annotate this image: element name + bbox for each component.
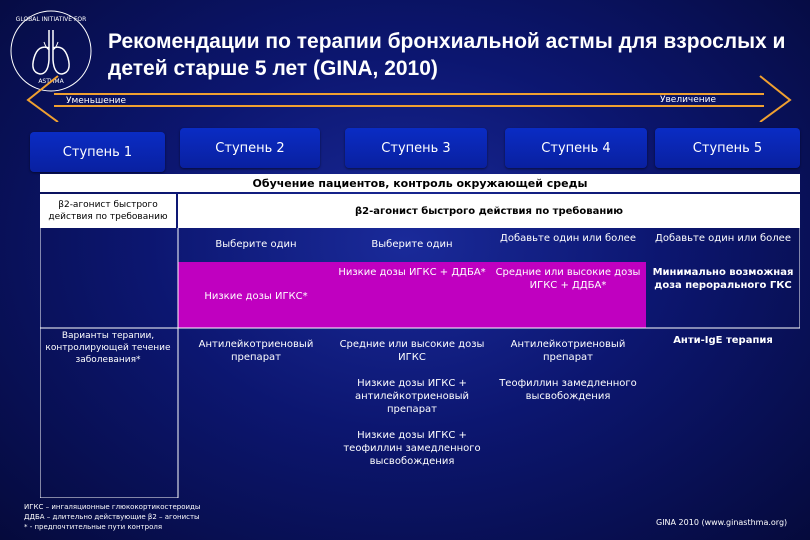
row4-step3: Низкие дозы ИГКС + теофиллин замедленного высвобождения <box>343 430 481 467</box>
step-4: Ступень 4 <box>505 128 647 168</box>
header-step4: Добавьте один или более <box>500 233 636 244</box>
row2-step4: Антилейкотриеновый препарат <box>510 339 626 363</box>
footnote-ddba: ДДБА – длительно действующие β2 – агонисты <box>24 513 200 521</box>
row2-step5: Анти-IgE терапия <box>673 335 773 346</box>
header-step5: Добавьте один или более <box>655 233 791 244</box>
step-1: Ступень 1 <box>30 132 165 172</box>
row1-step3: Низкие дозы ИГКС + ДДБА* <box>338 267 486 278</box>
row3-step4: Теофиллин замедленного высвобождения <box>499 378 637 402</box>
step-5: Ступень 5 <box>655 128 800 168</box>
footnote-preferred: * - предпочтительные пути контроля <box>24 523 163 531</box>
source-citation: GINA 2010 (www.ginasthma.org) <box>656 518 788 527</box>
footnote-igks: ИГКС – ингаляционные глюкокортикостероиды <box>24 503 201 511</box>
page-title: Рекомендации по терапии бронхиальной астмы для взрослых и детей старше 5 лет (GINA, 2010) <box>108 30 786 80</box>
row2-step3: Средние или высокие дозы ИГКС <box>339 339 485 363</box>
arrow-right-head <box>760 76 790 122</box>
step-3: Ступень 3 <box>345 128 487 168</box>
saba-step1: β2-агонист быстрого действия по требованию <box>40 194 176 228</box>
logo-text-bottom: ASTHMA <box>38 78 64 85</box>
row2-step2: Антилейкотриеновый препарат <box>198 339 314 363</box>
decrease-label: Уменьшение <box>66 96 127 106</box>
row1-step4: Средние или высокие дозы ИГКС + ДДБА* <box>495 267 641 291</box>
arrow-left-head <box>28 76 58 122</box>
row1-step2: Низкие дозы ИГКС* <box>204 291 308 302</box>
row3-step3: Низкие дозы ИГКС + антилейкотриеновый препарат <box>355 378 469 415</box>
header-step2: Выберите один <box>215 239 297 250</box>
logo-text-top: GLOBAL INITIATIVE FOR <box>15 16 87 23</box>
row1-step5: Минимально возможная доза перорального ГКС <box>652 267 794 291</box>
saba-steps2-5: β2-агонист быстрого действия по требованию <box>178 194 800 228</box>
footnotes <box>24 502 200 532</box>
education-bar: Обучение пациентов, контроль окружающей среды <box>40 174 800 192</box>
header-step3: Выберите один <box>371 239 453 250</box>
step-2: Ступень 2 <box>180 128 320 168</box>
controller-options-label: Варианты терапии, контролирующей течение заболевания* <box>45 331 171 365</box>
increase-label: Увеличение <box>660 95 717 105</box>
